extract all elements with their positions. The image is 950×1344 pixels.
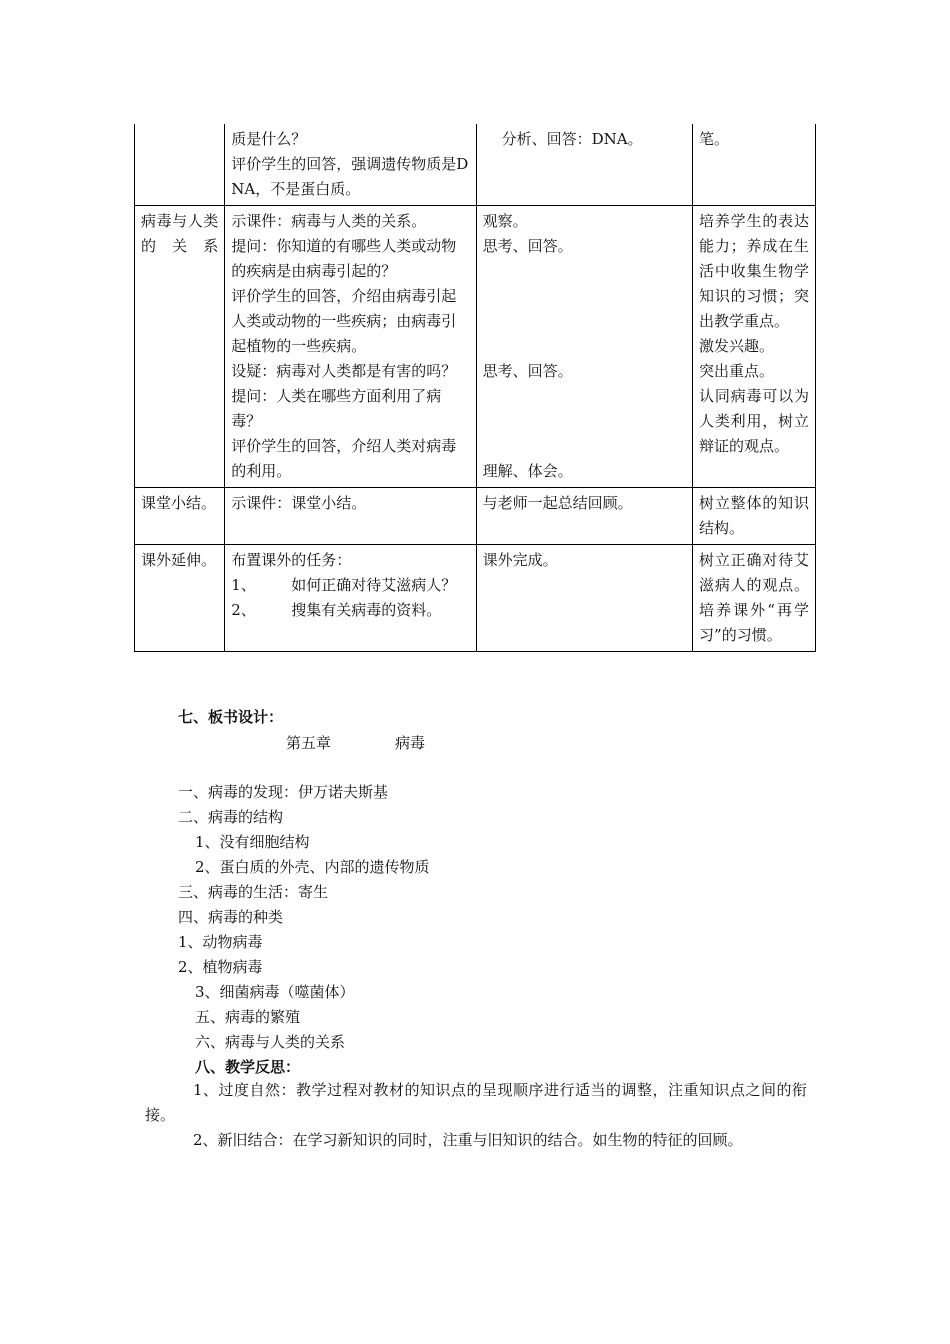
board-item: 二、病毒的结构 — [178, 808, 284, 826]
task-number: 2、 — [231, 601, 256, 619]
teacher-line: 提问：你知道的有哪些人类或动物的疾病是由病毒引起的？ — [231, 237, 457, 280]
teacher-activity-cell — [225, 124, 476, 206]
board-item: 六、病毒与人类的关系 — [195, 1033, 346, 1051]
teacher-line: 布置课外的任务： — [231, 551, 352, 569]
table-row — [135, 206, 816, 488]
stage-cell — [135, 124, 225, 206]
student-activity-cell — [476, 488, 692, 545]
board-item: 四、病毒的种类 — [178, 908, 284, 926]
task-text: 搜集有关病毒的资料。 — [291, 601, 442, 619]
stage-cell: 病毒与人类的关系 — [135, 206, 225, 488]
stage-cell: 课外延伸。 — [135, 545, 225, 652]
student-line: 思考、回答。 — [482, 362, 573, 380]
table-row — [135, 124, 816, 206]
intent-line: 树立正确对待艾滋病人的观点。培养课外“再学习”的习惯。 — [699, 551, 809, 644]
teacher-line: 评价学生的回答，介绍人类对病毒的利用。 — [231, 437, 457, 480]
teacher-activity-cell — [225, 206, 476, 488]
table-row — [135, 488, 816, 545]
student-line: 课外完成。 — [482, 551, 558, 569]
teacher-activity-cell — [225, 545, 476, 652]
student-activity-cell — [476, 124, 692, 206]
stage-cell: 课堂小结。 — [135, 488, 225, 545]
reflection-paragraph: 1、过度自然：教学过程对教材的知识点的呈现顺序进行适当的调整，注重知识点之间的衔接。 — [145, 1081, 807, 1124]
board-chapter: 第五章 — [286, 734, 332, 752]
design-intent-cell — [693, 488, 816, 545]
student-line: 分析、回答：DNA。 — [501, 130, 643, 148]
task-item — [231, 598, 469, 623]
student-activity-cell — [476, 545, 692, 652]
board-design-heading: 七、板书设计： — [178, 708, 284, 726]
board-item: 一、病毒的发现：伊万诺夫斯基 — [178, 783, 389, 801]
teacher-line: 设疑：病毒对人类都是有害的吗？ — [231, 362, 457, 380]
board-item: 2、蛋白质的外壳、内部的遗传物质 — [195, 858, 430, 876]
design-intent-cell — [693, 545, 816, 652]
teacher-line: 评价学生的回答，介绍由病毒引起人类或动物的一些疾病；由病毒引起植物的一些疾病。 — [231, 287, 457, 355]
student-activity-cell — [476, 206, 692, 488]
teacher-line: 质是什么？ — [231, 130, 307, 148]
teacher-line: 评价学生的回答，强调遗传物质是DNA，不是蛋白质。 — [231, 155, 469, 198]
board-item: 1、没有细胞结构 — [195, 833, 310, 851]
task-text: 如何正确对待艾滋病人？ — [291, 576, 457, 594]
design-intent-cell — [693, 124, 816, 206]
teacher-line: 提问：人类在哪些方面利用了病毒？ — [231, 387, 442, 430]
table-row — [135, 545, 816, 652]
board-item: 1、动物病毒 — [178, 933, 263, 951]
reflection-heading: 八、教学反思： — [195, 1058, 301, 1076]
intent-line: 树立整体的知识结构。 — [699, 494, 809, 537]
board-item: 五、病毒的繁殖 — [195, 1008, 301, 1026]
intent-line: 认同病毒可以为人类利用，树立辩证的观点。 — [699, 387, 809, 455]
reflection-paragraph: 2、新旧结合：在学习新知识的同时，注重与旧知识的结合。如生物的特征的回顾。 — [193, 1131, 743, 1149]
lesson-plan-table — [134, 124, 816, 652]
board-item: 2、植物病毒 — [178, 958, 263, 976]
intent-line: 培养学生的表达能力；养成在生活中收集生物学知识的习惯；突出教学重点。 — [699, 212, 809, 330]
teacher-activity-cell — [225, 488, 476, 545]
intent-line: 突出重点。 — [699, 362, 775, 380]
student-line: 理解、体会。 — [482, 462, 573, 480]
student-line: 思考、回答。 — [482, 237, 573, 255]
teacher-line: 示课件：课堂小结。 — [231, 494, 367, 512]
board-item: 3、细菌病毒（噬菌体） — [195, 983, 355, 1001]
intent-line: 激发兴趣。 — [699, 337, 775, 355]
intent-line: 笔。 — [699, 130, 730, 148]
board-chapter-title: 病毒 — [395, 734, 426, 752]
teacher-line: 示课件：病毒与人类的关系。 — [231, 212, 427, 230]
student-line: 与老师一起总结回顾。 — [482, 494, 633, 512]
design-intent-cell — [693, 206, 816, 488]
student-line: 观察。 — [482, 212, 528, 230]
board-item: 三、病毒的生活：寄生 — [178, 883, 329, 901]
task-item — [231, 573, 469, 598]
task-number: 1、 — [231, 576, 256, 594]
